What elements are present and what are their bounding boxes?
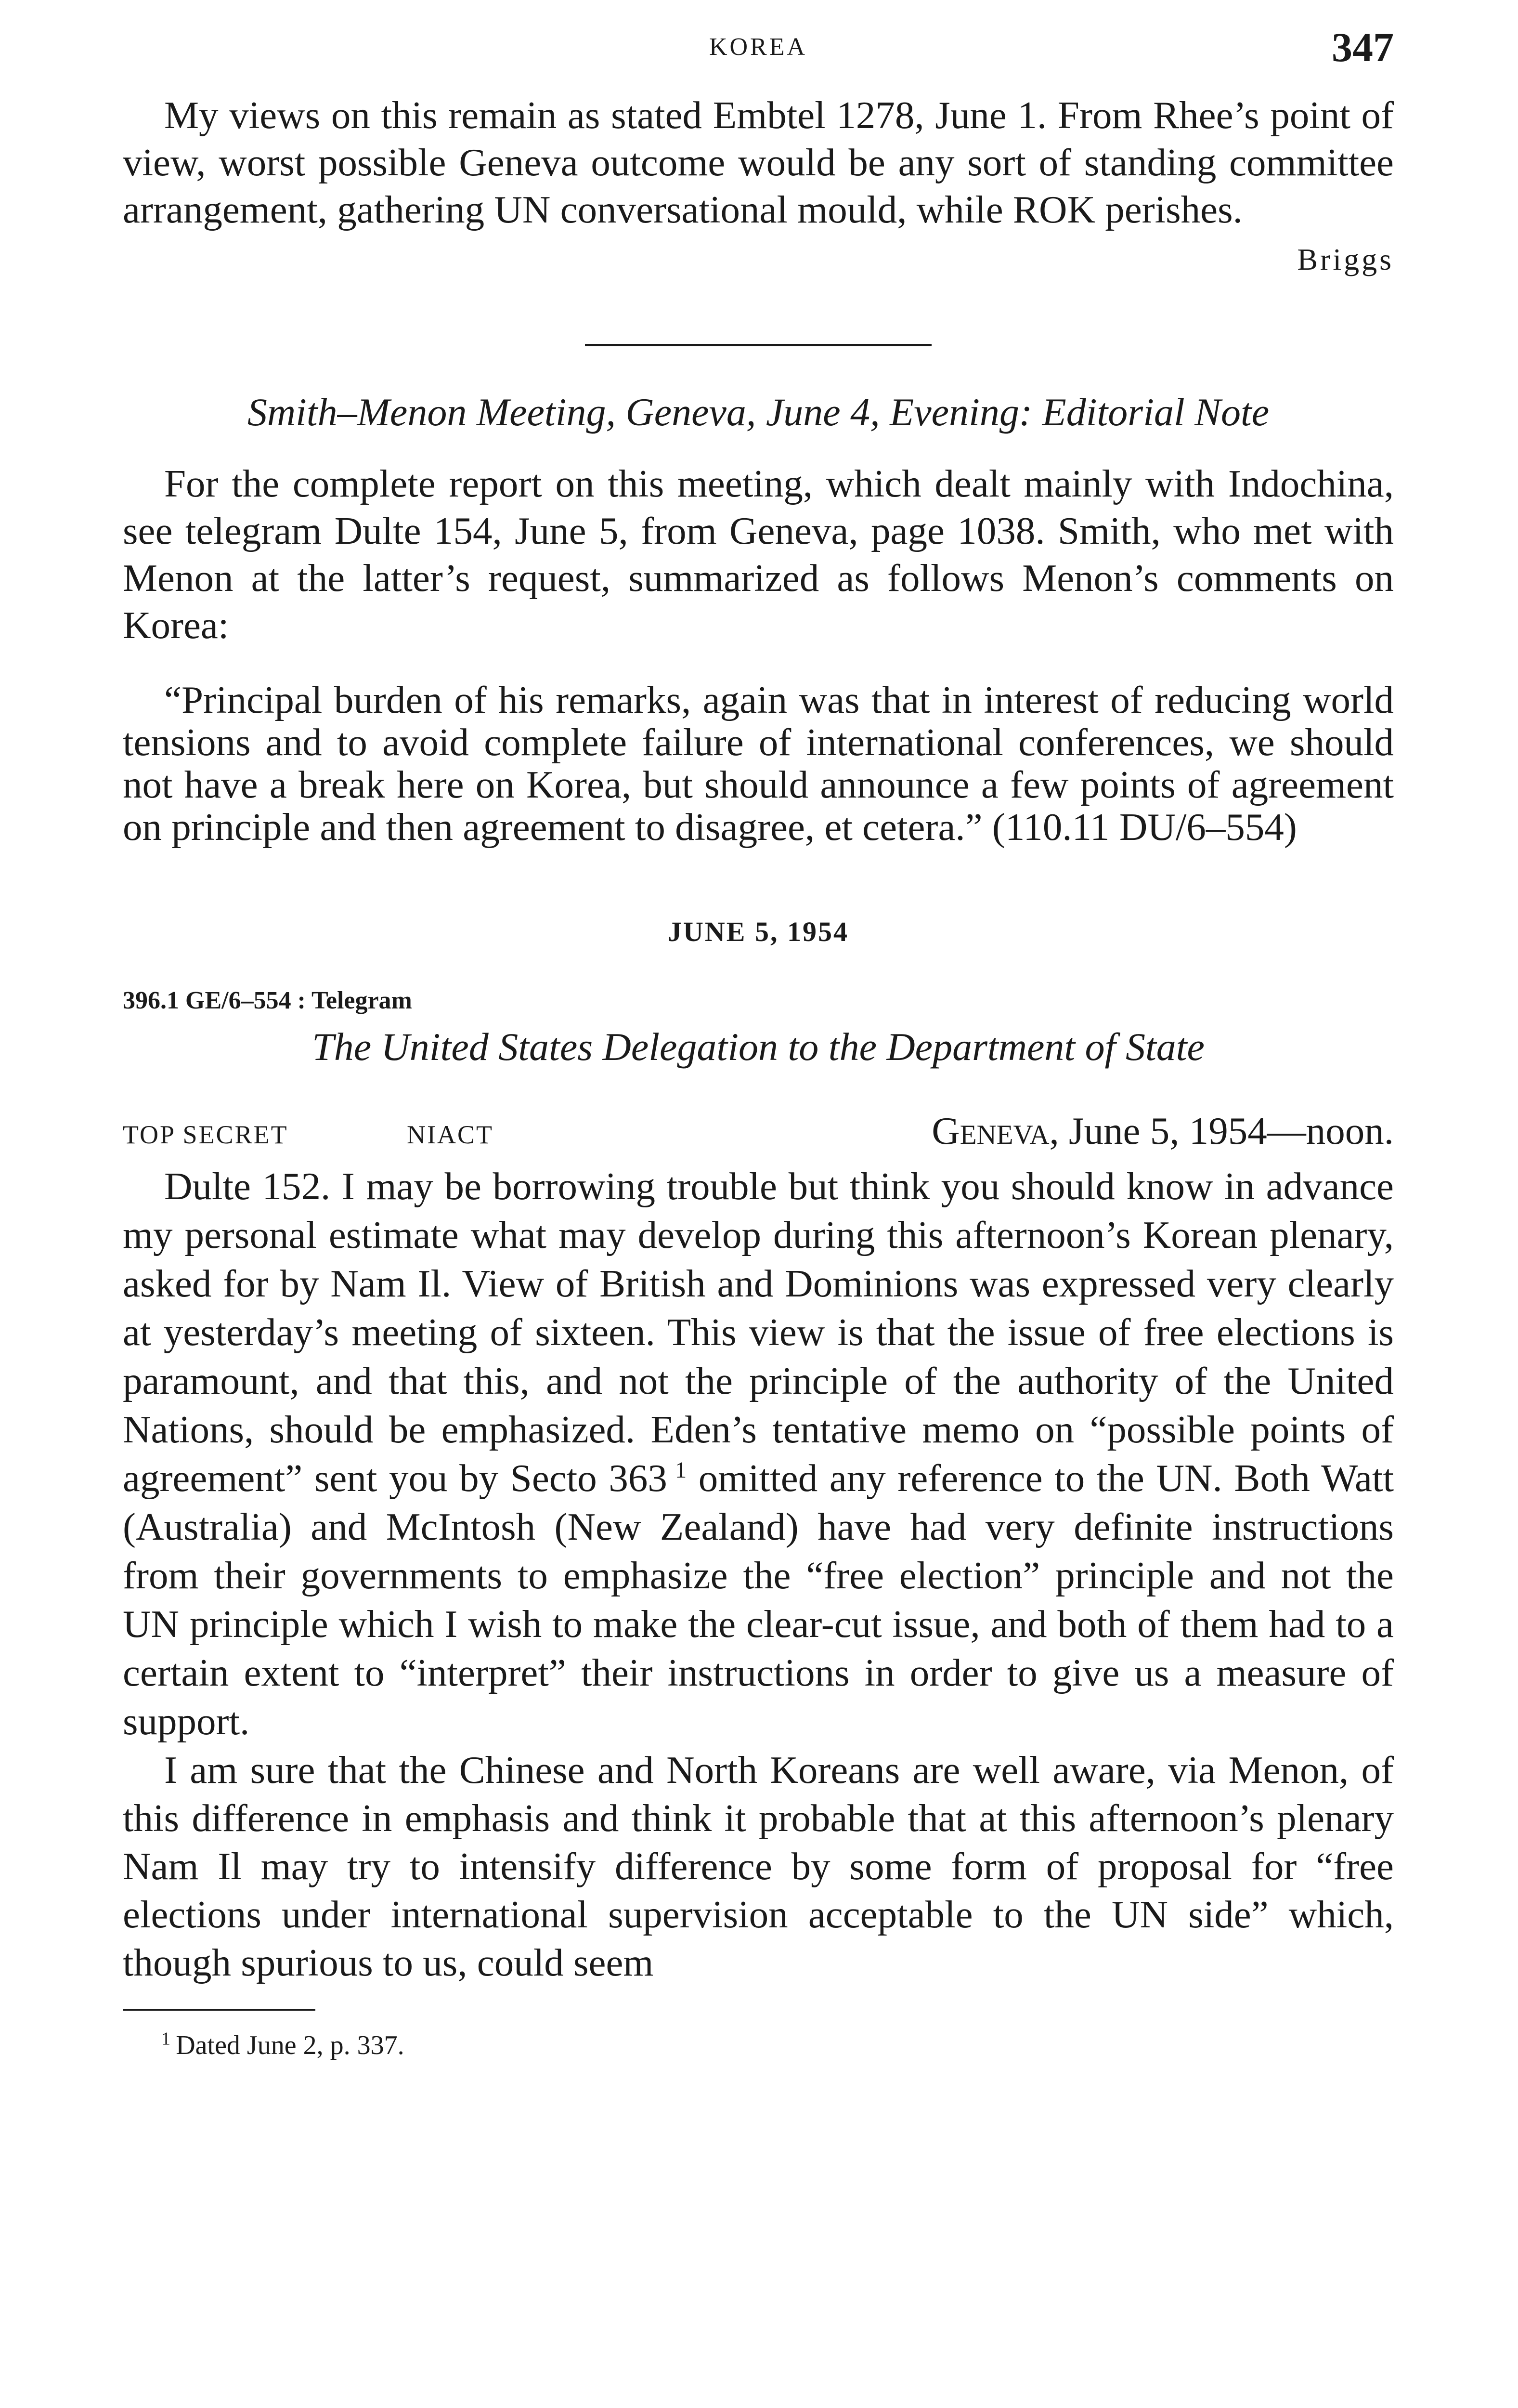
footnote: [123, 2030, 1394, 2061]
telegram-paragraph-1-part-2: omitted any reference to the UN. Both Watt (Australia) and McIntosh (New Zealand) have had very definite instructions from their governments to emphasize the “free election” principle and not the UN principle which I wish to make the clear-cut issue, and both of them had to a certain extent to “interpret” their instructions in order to give us a measure of support.: [123, 1456, 1394, 1743]
editorial-note-quote: “Principal burden of his remarks, again was that in interest of reducing world tensions and to avoid complete failure of international conferences, we should not have a break here on Korea, but should announce a few points of agreement on principle and then agreement to disagree, et cetera.” (110.11 DU/6–554): [123, 678, 1394, 849]
dateline-time: , June 5, 1954—noon.: [1049, 1109, 1394, 1152]
telegram-paragraph-1: [123, 1162, 1394, 1746]
footnote-divider: [123, 2009, 315, 2011]
file-reference: 396.1 GE/6–554 : Telegram: [123, 987, 412, 1014]
footnote-marker: 1: [161, 2028, 170, 2049]
footnote-text: Dated June 2, p. 337.: [176, 2030, 404, 2060]
editorial-note-title: Smith–Menon Meeting, Geneva, June 4, Evening: Editorial Note: [247, 390, 1270, 434]
dateline: [932, 1109, 1394, 1153]
page-number: 347: [1332, 24, 1394, 70]
section-divider: [585, 344, 932, 346]
telegram-paragraph-2: I am sure that the Chinese and North Koreans are well aware, via Menon, of this difference in emphasis and think it probable that at this afternoon’s plenary Nam Il may try to intensify difference by some form of proposal for “free elections under international supervision acceptable to the UN side” which, though spurious to us, could seem: [123, 1748, 1394, 1984]
running-head: KOREA: [709, 33, 808, 61]
footnote-reference-marker: 1: [675, 1457, 687, 1483]
telegram-heading-line: [123, 1100, 1394, 1153]
signature-briggs: Briggs: [1297, 242, 1394, 276]
document-title: The United States Delegation to the Department of State: [312, 1025, 1205, 1069]
page-header: [123, 19, 1394, 92]
dateline-place: Geneva: [932, 1109, 1050, 1152]
document-page: [123, 19, 1394, 2061]
classification-label: TOP SECRET: [123, 1120, 288, 1149]
date-heading: JUNE 5, 1954: [668, 916, 849, 947]
precedence-label: NIACT: [407, 1120, 493, 1149]
previous-document-paragraph: My views on this remain as stated Embtel 1278, June 1. From Rhee’s point of view, worst possible Geneva outcome would be any sort of standing committee arrangement, gathering UN conversational mould, while ROK perishes.: [123, 93, 1394, 231]
telegram-paragraph-1-part-1: Dulte 152. I may be borrowing trouble but think you should know in advance my personal estimate what may develop during this afternoon’s Korean plenary, asked for by Nam Il. View of British and Dominions was expressed very clearly at yesterday’s meeting of sixteen. This view is that the issue of free elections is paramount, and that this, and not the principle of the authority of the United Nations, should be emphasized. Eden’s tentative memo on “possible points of agreement” sent you by Secto 363: [123, 1165, 1394, 1500]
editorial-note-paragraph: For the complete report on this meeting, which dealt mainly with Indochina, see telegram Dulte 154, June 5, from Geneva, page 1038. Smith, who met with Menon at the latter’s request, summarized as follows Menon’s comments on Korea:: [123, 462, 1394, 647]
